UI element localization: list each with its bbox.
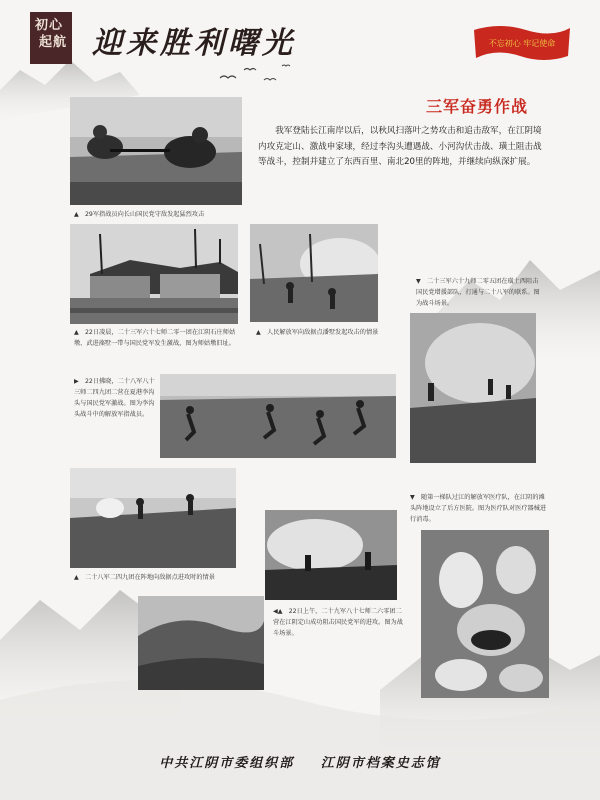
poster-footer — [0, 752, 600, 771]
photo-charging-soldiers — [160, 374, 396, 458]
photo-caption-1: ▲ 29军指战员向长山国民党守敌发起猛烈攻击 — [74, 211, 205, 218]
photo-medical-team — [421, 530, 549, 698]
chuxin-qihang-seal — [30, 12, 72, 64]
page-title: 迎来胜利曙光 — [92, 26, 296, 61]
photo-hillside-terrain — [138, 596, 264, 690]
section-intro: 我军登陆长江南岸以后，以秋风扫落叶之势攻击和追击敌军，在江阴境内攻克定山、激战申家埭，经过李沟头遭遇战、小河沟伏击战、璜土阻击战等战斗，控制并建立了东西百里、南北20里的阵地，并继续向纵深扩展。 — [258, 126, 542, 167]
photo-soldiers-firing — [70, 97, 242, 205]
flag-slogan: 不忘初心 牢记使命 — [488, 39, 556, 48]
flying-birds-icon — [210, 58, 300, 88]
party-flag-logo — [470, 22, 574, 66]
section-title: 三军奋勇作战 — [426, 97, 529, 116]
footer-org-2: 江阴市档案史志馆 — [320, 756, 441, 771]
photo-caption-4: ▼ 二十三军六十九师二零五团在璜土西阻击国民党增援部队，打通与二十八军的联系。图为战斗场景。 — [416, 278, 540, 307]
photo-dingshan-defense — [265, 510, 397, 600]
photo-attack-smoke — [250, 224, 378, 322]
photo-village-site — [70, 224, 238, 324]
seal-line-2: 起航 — [39, 35, 68, 50]
photo-caption-3: ▲ 人民解放军向敌据点潘墅发起攻击的情景 — [256, 329, 379, 336]
photo-ambush-battlefield — [410, 313, 536, 463]
photo-caption-6: ▲ 二十八军二四九团在阵地向敌据点进攻时的情景 — [74, 574, 215, 581]
photo-caption-7: ◀▲ 22日上午，二十九军八十七师二六零团二营在江阴定山成功阻击国民党军的进攻。图为战斗场景。 — [273, 608, 403, 637]
photo-caption-5: ▶ 22日拂晓，二十八军八十三师二四九团二营在夏港李沟头与国民党军激战。图为李沟头战斗中的解放军指战员。 — [74, 378, 155, 418]
photo-caption-2: ▲ 22日凌晨，二十三军六十七师二零一团在江阴石庄师姑墩、武进藻墅一带与国民党军发生激战，图为师姑墩旧址。 — [74, 329, 236, 347]
photo-caption-8: ▼ 随第一梯队过江的解放军医疗队，在江阴的滩头阵地设立了后方医院。图为医疗队对医疗器械进行消毒。 — [410, 494, 547, 523]
seal-line-1: 初心 — [35, 18, 64, 33]
photo-trench-assault — [70, 468, 236, 568]
footer-org-1: 中共江阴市委组织部 — [159, 756, 295, 771]
